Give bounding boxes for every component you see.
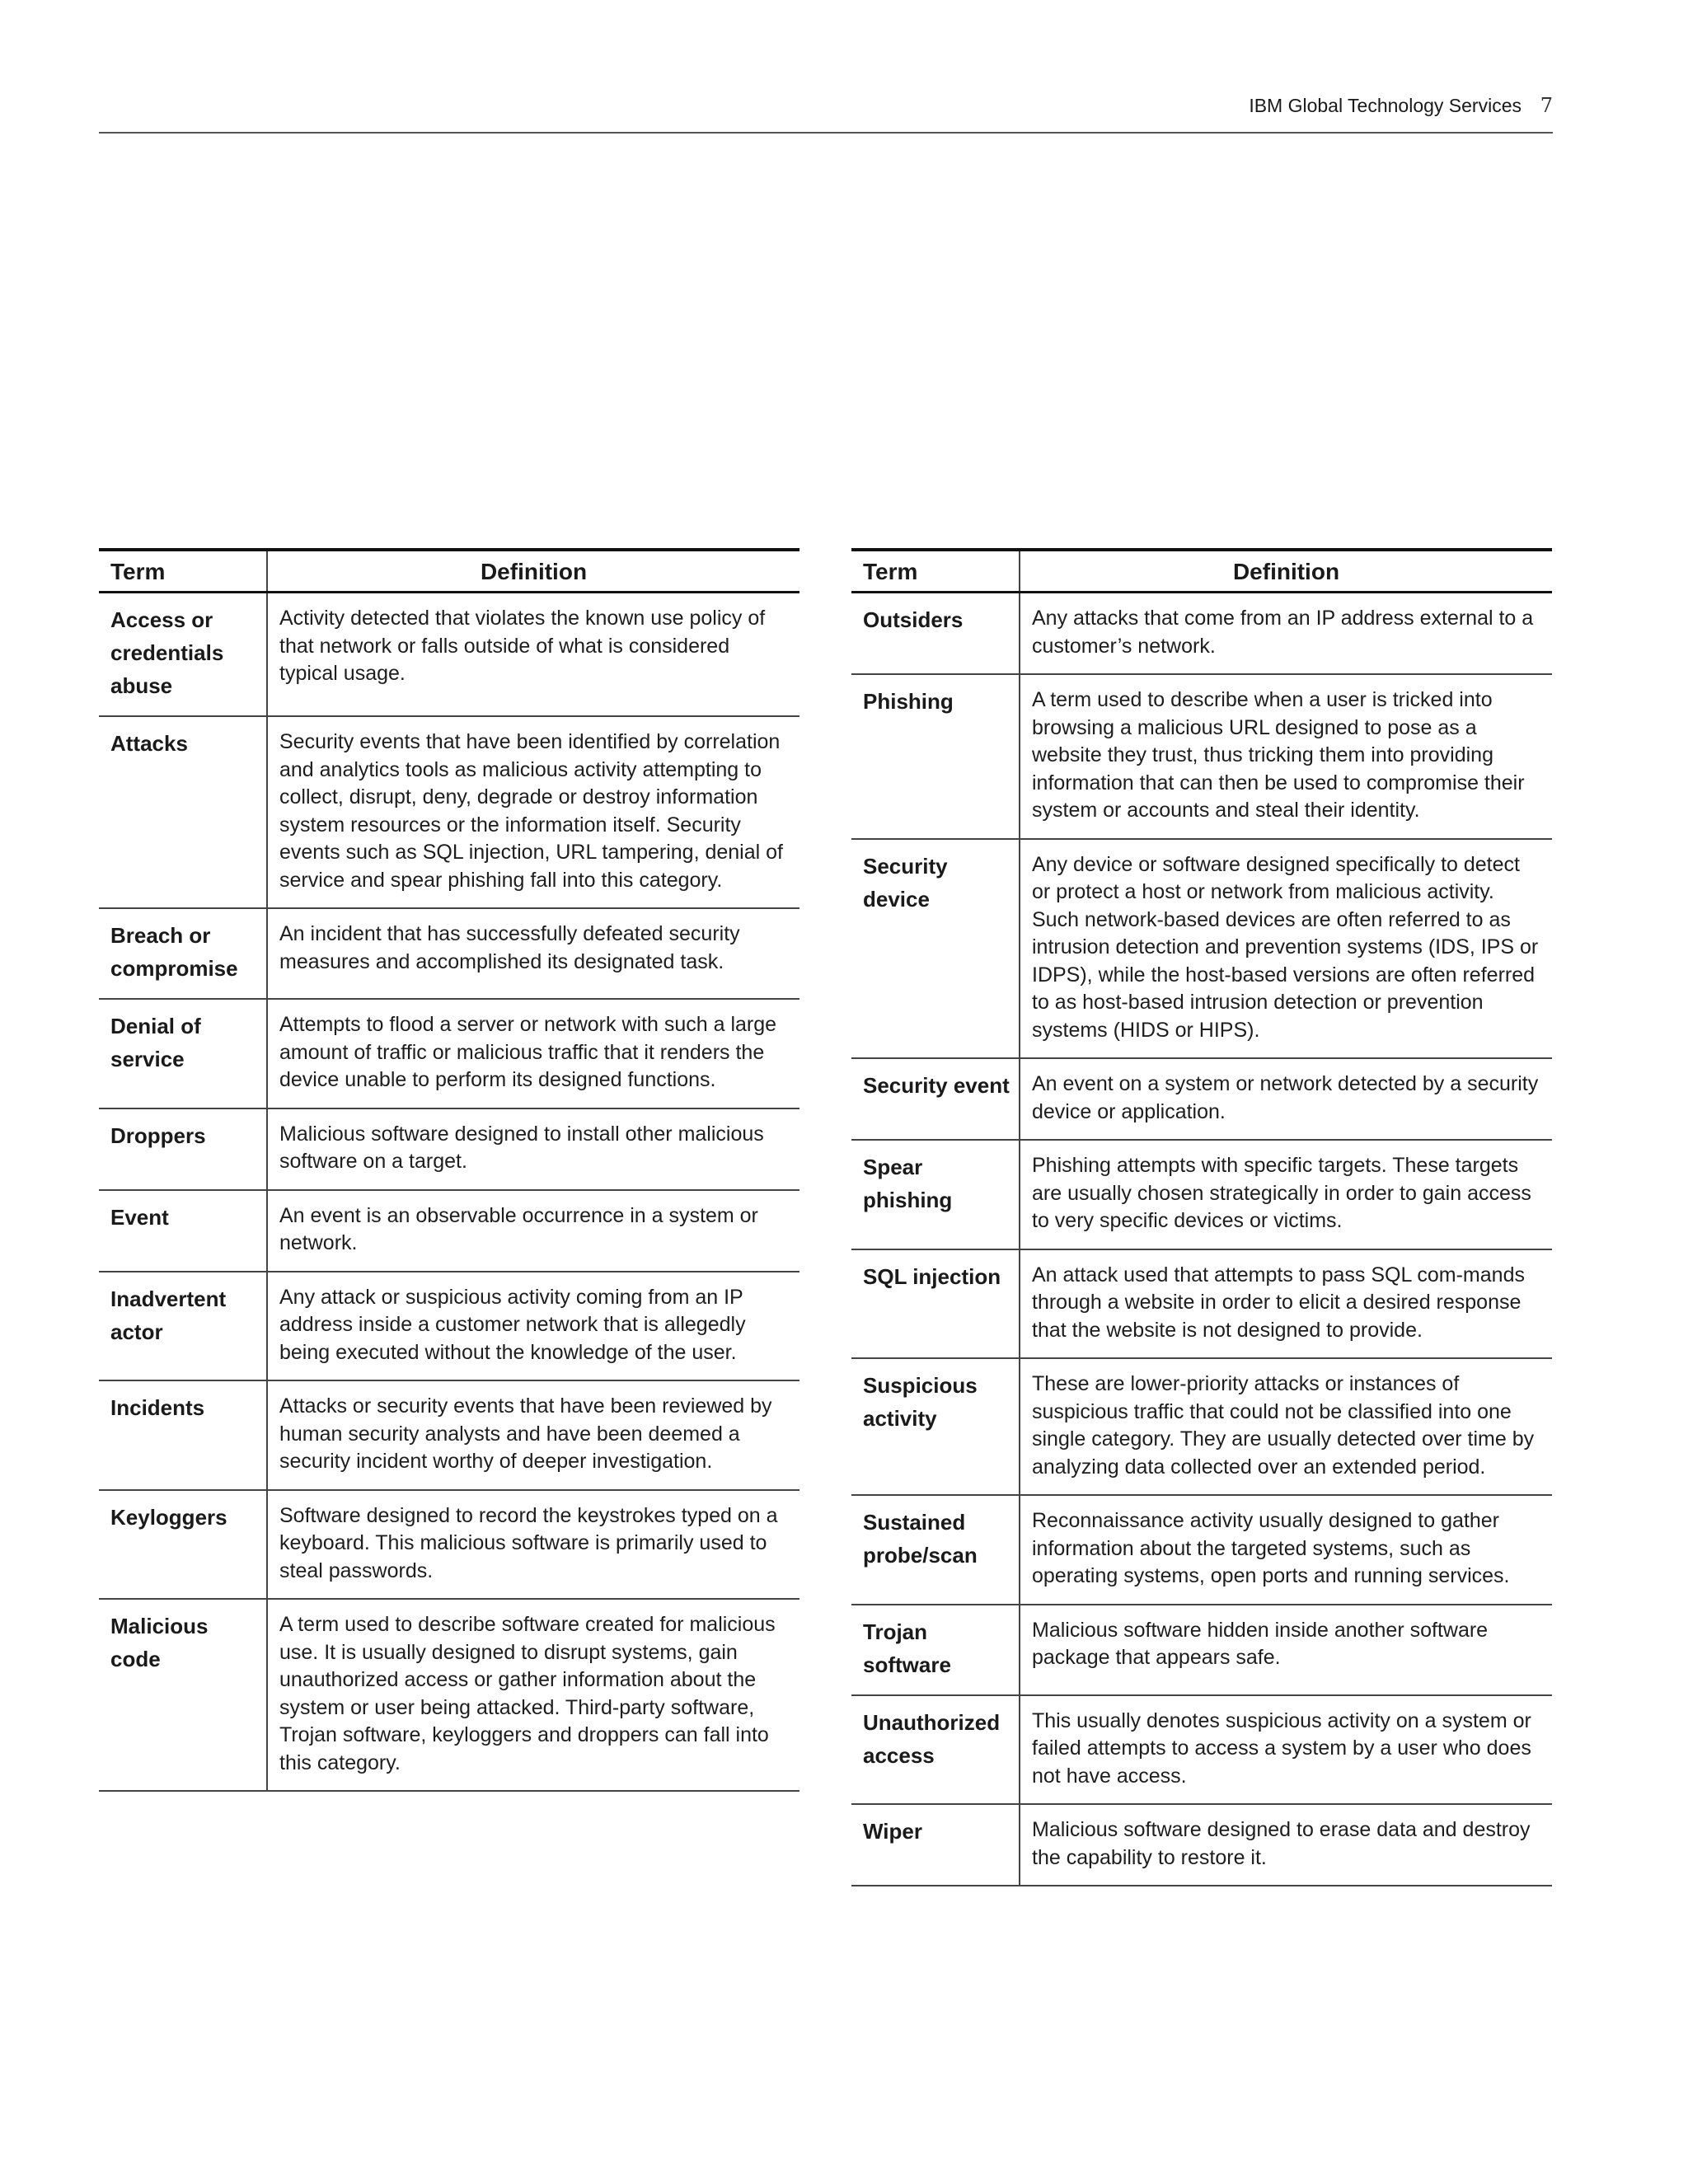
glossary-definition: Any attacks that come from an IP address external to a customer’s network.	[1020, 593, 1552, 675]
glossary-term: SQL injection	[851, 1249, 1020, 1359]
page-header	[99, 92, 1553, 134]
glossary-term: Wiper	[851, 1804, 1020, 1886]
table-row	[99, 593, 799, 717]
glossary-definition: These are lower-priority attacks or instances of suspicious traffic that could not be classified into one single category. They are usually detected over time by analyzing data collected over an extended period.	[1020, 1358, 1552, 1495]
table-row	[851, 1249, 1552, 1359]
glossary-definition: Attempts to flood a server or network with such a large amount of traffic or malicious traffic that it renders the device unable to perform its designed functions.	[267, 999, 799, 1108]
table-row	[99, 1272, 799, 1381]
glossary-term: Spear phishing	[851, 1140, 1020, 1249]
glossary-term: Attacks	[99, 716, 267, 908]
glossary-term: Incidents	[99, 1380, 267, 1490]
glossary-definition: A term used to describe when a user is tricked into browsing a malicious URL designed to pose as a website they trust, thus tricking them into providing information that can then be used to compromise their system or accounts and steal their identity.	[1020, 674, 1552, 839]
glossary-term: Trojan software	[851, 1605, 1020, 1695]
table-row	[99, 999, 799, 1108]
glossary-term: Droppers	[99, 1108, 267, 1190]
table-row	[851, 1358, 1552, 1495]
glossary-definition: Phishing attempts with specific targets. These targets are usually chosen strategically in order to gain access to very specific devices or victims.	[1020, 1140, 1552, 1249]
column-header-term: Term	[851, 550, 1020, 593]
glossary-term: Sustained probe/scan	[851, 1495, 1020, 1605]
glossary-term: Security event	[851, 1058, 1020, 1140]
glossary-term: Security device	[851, 839, 1020, 1059]
table-row	[851, 593, 1552, 675]
page-number: 7	[1540, 94, 1553, 117]
glossary-term: Keyloggers	[99, 1490, 267, 1600]
column-header-definition: Definition	[1020, 550, 1552, 593]
glossary-term: Breach or compromise	[99, 908, 267, 999]
glossary-definition: An attack used that attempts to pass SQL com-mands through a website in order to elicit a desired response that the website is not designed to provide.	[1020, 1249, 1552, 1359]
table-row	[851, 1058, 1552, 1140]
glossary-rows-right	[851, 593, 1552, 1886]
table-row	[851, 1140, 1552, 1249]
table-header-row	[99, 550, 799, 593]
table-row	[851, 1495, 1552, 1605]
table-row	[851, 1695, 1552, 1805]
glossary-definition: This usually denotes suspicious activity on a system or failed attempts to access a system by a user who does not have access.	[1020, 1695, 1552, 1805]
glossary-definition: Security events that have been identified by correlation and analytics tools as malicious activity attempting to collect, disrupt, deny, degrade or destroy information system resources or the information itself. Security events such as SQL injection, URL tampering, denial of service and spear phishing fall into this category.	[267, 716, 799, 908]
column-header-term: Term	[99, 550, 267, 593]
glossary-definition: An incident that has successfully defeated security measures and accomplished its designated task.	[267, 908, 799, 999]
glossary-term: Unauthorized access	[851, 1695, 1020, 1805]
table-row	[851, 674, 1552, 839]
table-row	[99, 716, 799, 908]
column-header-definition: Definition	[267, 550, 799, 593]
table-row	[99, 1108, 799, 1190]
glossary-term: Malicious code	[99, 1599, 267, 1791]
glossary-table-left	[99, 548, 799, 1792]
glossary-table-right	[851, 548, 1552, 1886]
glossary-definition: Activity detected that violates the known use policy of that network or falls outside of what is considered typical usage.	[267, 593, 799, 717]
glossary-term: Suspicious activity	[851, 1358, 1020, 1495]
glossary-term: Denial of service	[99, 999, 267, 1108]
glossary-term: Outsiders	[851, 593, 1020, 675]
glossary-definition: An event is an observable occurrence in a system or network.	[267, 1190, 799, 1272]
glossary-definition: Reconnaissance activity usually designed to gather information about the targeted systems, such as operating systems, open ports and running services.	[1020, 1495, 1552, 1605]
glossary-definition: Malicious software designed to install other malicious software on a target.	[267, 1108, 799, 1190]
glossary-definition: Malicious software designed to erase data and destroy the capability to restore it.	[1020, 1804, 1552, 1886]
table-row	[99, 1190, 799, 1272]
glossary-definition: Any device or software designed specifically to detect or protect a host or network from malicious activity. Such network-based devices are often referred to as intrusion detection and prevention systems (IDS, IPS or IDPS), while the host-based versions are often referred to as host-based intrusion detection or prevention systems (HIDS or HIPS).	[1020, 839, 1552, 1059]
glossary-definition: Malicious software hidden inside another software package that appears safe.	[1020, 1605, 1552, 1695]
glossary-term: Inadvertent actor	[99, 1272, 267, 1381]
glossary-term: Access or credentials abuse	[99, 593, 267, 717]
table-row	[851, 1804, 1552, 1886]
header-title: IBM Global Technology Services	[1249, 95, 1522, 116]
table-row	[851, 839, 1552, 1059]
glossary-definition: Any attack or suspicious activity coming from an IP address inside a customer network that is allegedly being executed without the knowledge of the user.	[267, 1272, 799, 1381]
table-row	[99, 908, 799, 999]
glossary-term: Phishing	[851, 674, 1020, 839]
glossary-definition: An event on a system or network detected by a security device or application.	[1020, 1058, 1552, 1140]
glossary-definition: A term used to describe software created for malicious use. It is usually designed to disrupt systems, gain unauthorized access or gather information about the system or user being attacked. Third-party software, Trojan software, keyloggers and droppers can fall into this category.	[267, 1599, 799, 1791]
table-header-row	[851, 550, 1552, 593]
glossary-rows-left	[99, 593, 799, 1792]
table-row	[99, 1380, 799, 1490]
glossary-definition: Attacks or security events that have been reviewed by human security analysts and have been deemed a security incident worthy of deeper investigation.	[267, 1380, 799, 1490]
table-row	[99, 1490, 799, 1600]
glossary-term: Event	[99, 1190, 267, 1272]
table-row	[851, 1605, 1552, 1695]
table-row	[99, 1599, 799, 1791]
glossary-definition: Software designed to record the keystrokes typed on a keyboard. This malicious software is primarily used to steal passwords.	[267, 1490, 799, 1600]
